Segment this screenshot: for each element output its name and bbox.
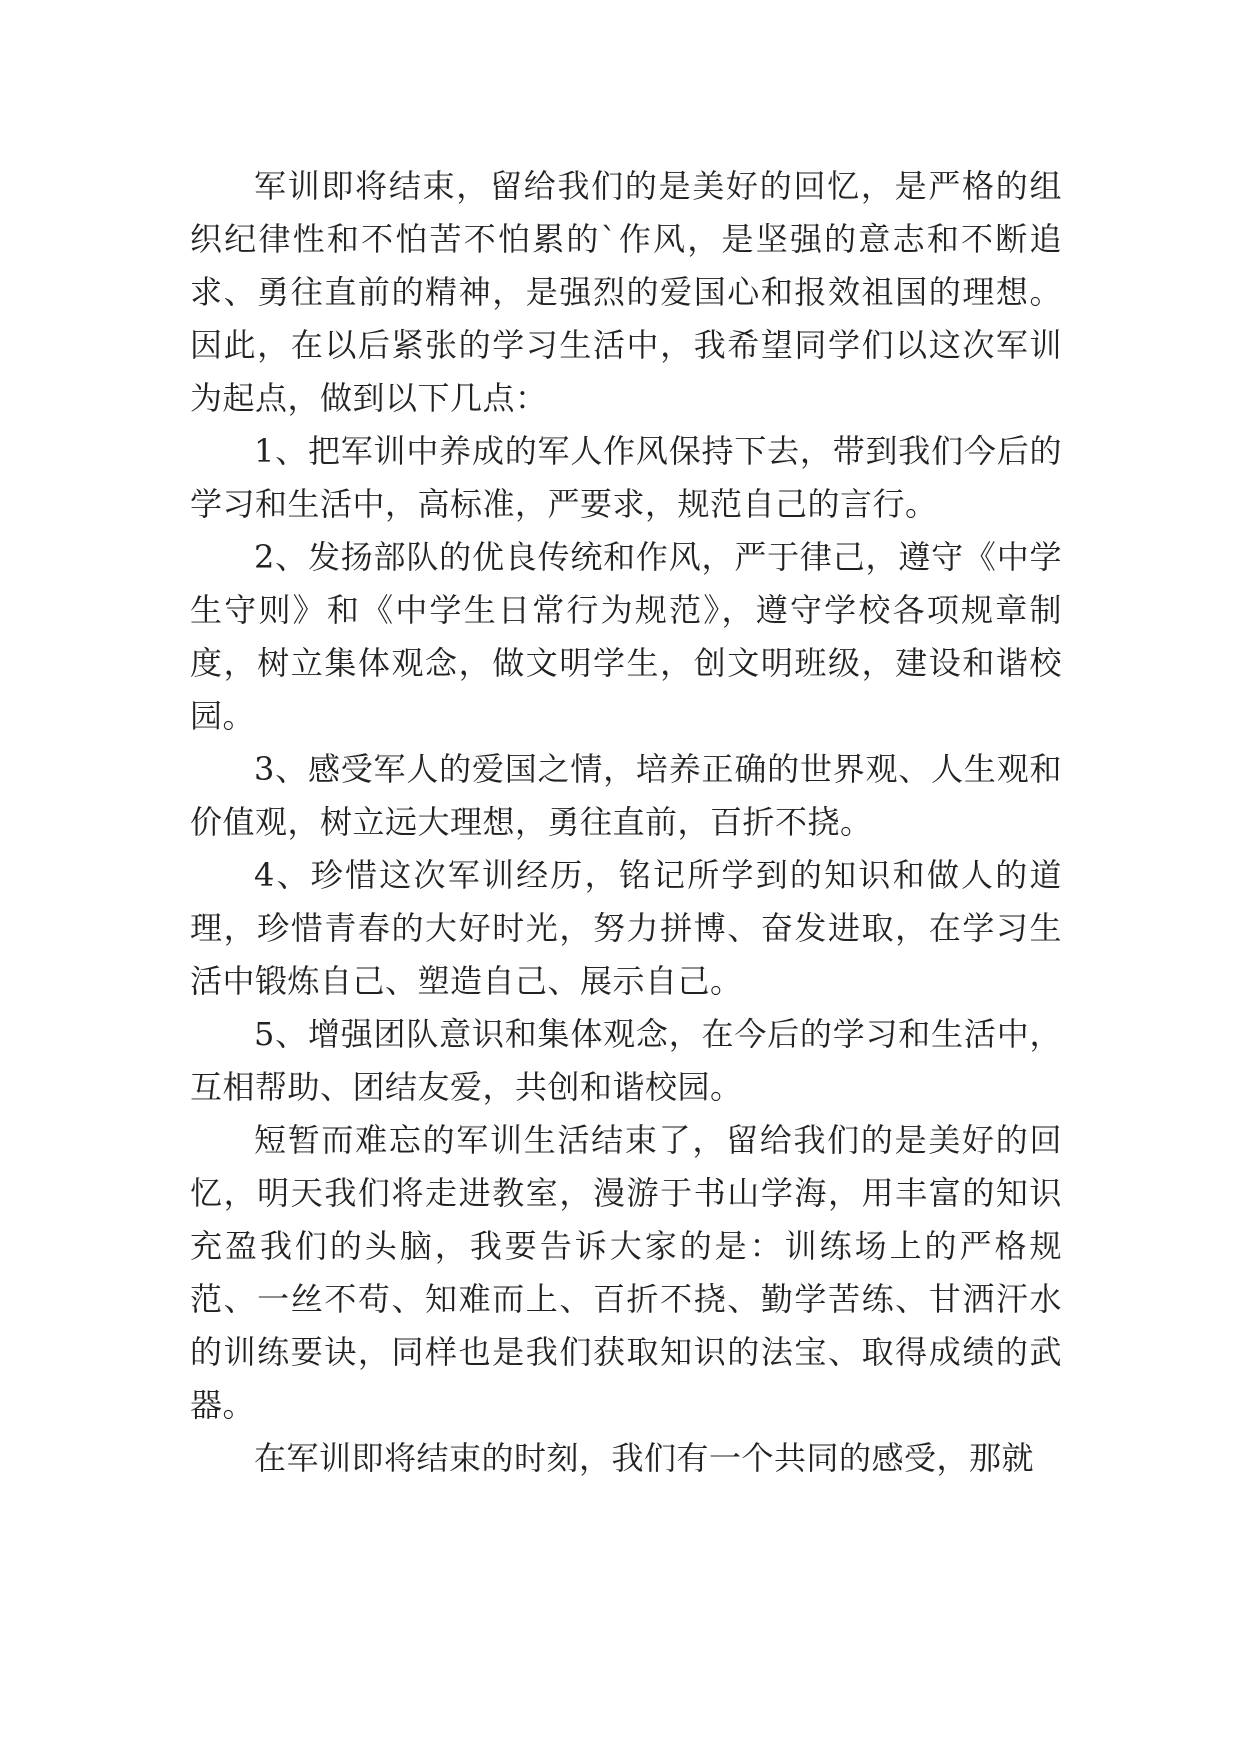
paragraph-point-3: 3、感受军人的爱国之情，培养正确的世界观、人生观和价值观，树立远大理想，勇往直前，百折不挠。 [190, 750, 1062, 841]
paragraph-reflection: 短暂而难忘的军训生活结束了，留给我们的是美好的回忆，明天我们将走进教室，漫游于书山学海，用丰富的知识充盈我们的头脑，我要告诉大家的是：训练场上的严格规范、一丝不苟、知难而上、百折不挠、勤学苦练、甘洒汗水的训练要诀，同样也是我们获取知识的法宝、取得成绩的武器。 [190, 1121, 1062, 1424]
paragraph-closing: 在军训即将结束的时刻，我们有一个共同的感受，那就 [254, 1439, 1035, 1477]
paragraph-point-1: 1、把军训中养成的军人作风保持下去，带到我们今后的学习和生活中，高标准，严要求，规范自己的言行。 [190, 432, 1062, 523]
paragraph-point-5: 5、增强团队意识和集体观念，在今后的学习和生活中，互相帮助、团结友爱，共创和谐校园。 [190, 1015, 1062, 1106]
paragraph-point-2: 2、发扬部队的优良传统和作风，严于律己，遵守《中学生守则》和《中学生日常行为规范》，遵守学校各项规章制度，树立集体观念，做文明学生，创文明班级，建设和谐校园。 [190, 538, 1062, 735]
paragraph-intro: 军训即将结束，留给我们的是美好的回忆，是严格的组织纪律性和不怕苦不怕累的`作风，是坚强的意志和不断追求、勇往直前的精神，是强烈的爱国心和报效祖国的理想。因此，在以后紧张的学习生活中，我希望同学们以这次军训为起点，做到以下几点： [190, 167, 1062, 417]
document-body [190, 160, 1062, 1485]
paragraph-point-4: 4、珍惜这次军训经历，铭记所学到的知识和做人的道理，珍惜青春的大好时光，努力拼博、奋发进取，在学习生活中锻炼自己、塑造自己、展示自己。 [190, 856, 1062, 1000]
